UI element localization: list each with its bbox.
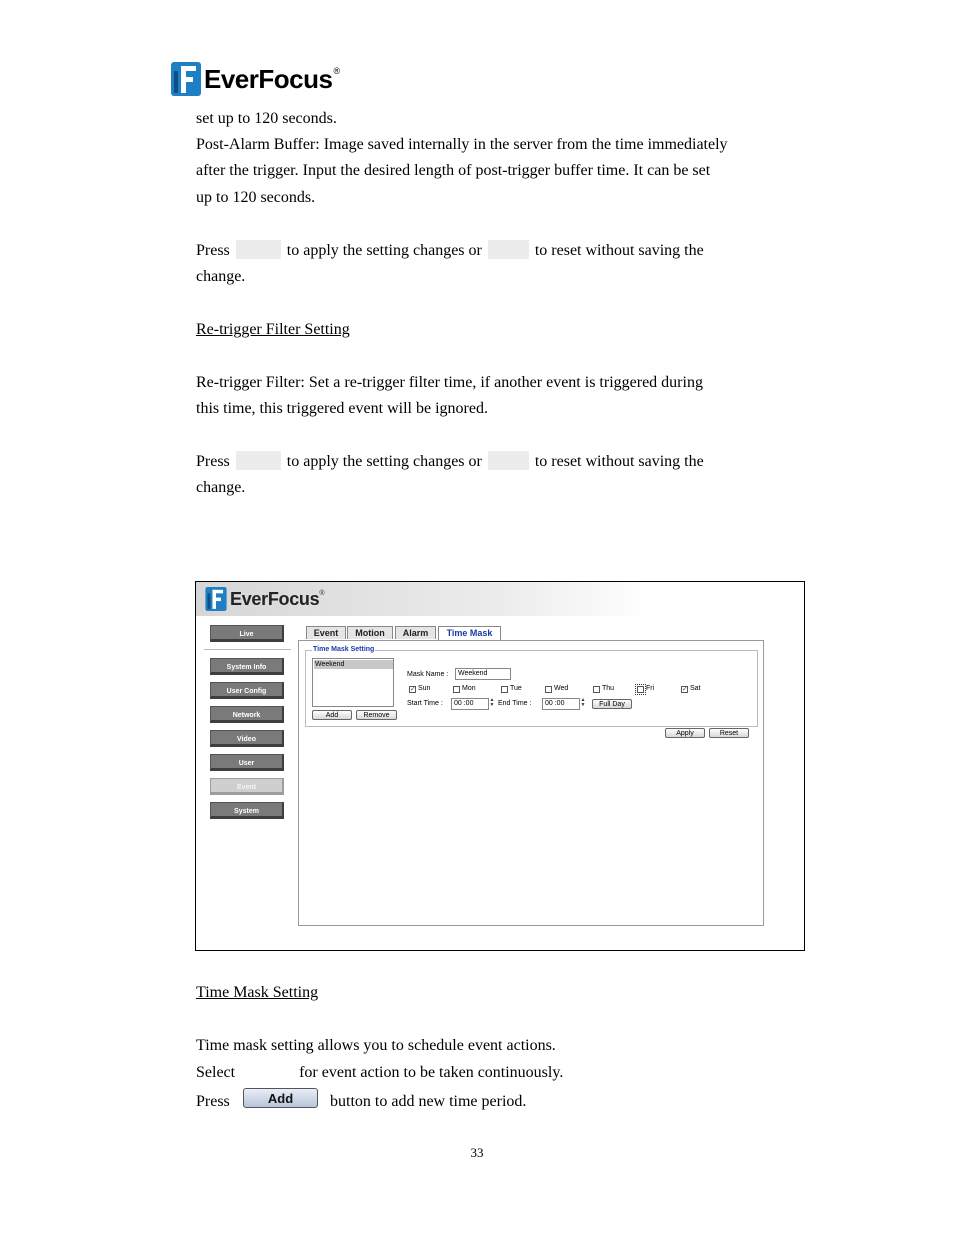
fri-checkbox[interactable] (637, 686, 644, 693)
everfocus-logo-icon (171, 62, 201, 96)
remove-button[interactable]: Remove (356, 710, 397, 720)
start-time-spinner-icon[interactable]: ▲ ▼ (489, 697, 495, 708)
press-apply-line (196, 449, 704, 475)
mon-label: Mon (462, 685, 476, 692)
list-item[interactable]: Weekend (314, 660, 393, 669)
paragraph-line: Re-trigger Filter: Set a re-trigger filter time, if another event is triggered during (196, 374, 703, 391)
time-mask-legend: Time Mask Setting (313, 646, 375, 653)
tab-time-mask[interactable]: Time Mask (438, 626, 501, 640)
end-time-input[interactable]: 00 :00 (542, 698, 580, 710)
everfocus-logo (171, 62, 340, 96)
nav-network-button[interactable]: Network (210, 706, 284, 723)
add-button-image: Add (243, 1088, 318, 1108)
start-time-label: Start Time : (407, 700, 443, 707)
sun-checkbox[interactable]: ✓ (410, 686, 416, 693)
tab-alarm[interactable]: Alarm (395, 626, 436, 639)
apply-button[interactable]: Apply (665, 728, 705, 738)
press-word: Press (196, 242, 230, 259)
wed-label: Wed (554, 685, 569, 692)
add-button[interactable]: Add (312, 710, 352, 720)
wed-checkbox[interactable] (545, 686, 552, 693)
paragraph-line: this time, this triggered event will be ignored. (196, 400, 488, 417)
press-text: to reset without saving the (534, 453, 704, 470)
paragraph-line: Time mask setting allows you to schedule event actions. (196, 1037, 556, 1054)
reset-button-placeholder (488, 240, 529, 259)
everfocus-logo-icon (205, 587, 227, 611)
paragraph-line: after the trigger. Input the desired length of post-trigger buffer time. It can be set (196, 162, 711, 179)
mon-checkbox[interactable] (453, 686, 460, 693)
paragraph-line: change. (196, 268, 246, 285)
nav-live-button[interactable]: Live (210, 625, 284, 642)
select-word: Select (196, 1064, 236, 1081)
tue-checkbox[interactable] (501, 686, 508, 693)
end-time-spinner-icon[interactable]: ▲ ▼ (580, 697, 586, 708)
nav-user-config-button[interactable]: User Config (210, 682, 284, 699)
press-word: Press (196, 1093, 230, 1110)
nav-system-info-button[interactable]: System Info (210, 658, 284, 675)
section-heading-time-mask: Time Mask Setting (196, 984, 319, 1001)
apply-button-placeholder (236, 451, 281, 470)
screenshot-brand: EverFocus (230, 588, 320, 609)
sat-label: Sat (690, 685, 701, 692)
press-text: to apply the setting changes or (286, 453, 482, 470)
start-time-input[interactable]: 00 :00 (451, 698, 489, 710)
fri-label: Fri (646, 685, 655, 692)
mask-listbox[interactable] (312, 658, 394, 707)
reset-button[interactable]: Reset (709, 728, 749, 738)
full-day-button[interactable]: Full Day (592, 699, 632, 709)
nav-system-button[interactable]: System (210, 802, 284, 819)
thu-label: Thu (602, 685, 615, 692)
nav-event-button[interactable]: Event (210, 778, 284, 795)
paragraph-line: set up to 120 seconds. (196, 110, 337, 127)
mask-name-label: Mask Name : (407, 671, 449, 678)
tab-event[interactable]: Event (306, 626, 346, 639)
paragraph-line (196, 1060, 563, 1086)
apply-button-placeholder (236, 240, 281, 259)
end-time-label: End Time : (498, 700, 532, 707)
tue-label: Tue (510, 685, 522, 692)
select-text: for event action to be taken continuously. (299, 1064, 564, 1081)
press-text: to apply the setting changes or (286, 242, 482, 259)
nav-user-button[interactable]: User (210, 754, 284, 771)
screenshot-logo (205, 587, 324, 611)
logo-reg: ® (333, 65, 340, 76)
press-apply-line (196, 238, 704, 264)
time-mask-screenshot (195, 581, 805, 951)
sun-label: Sun (418, 685, 431, 692)
screenshot-reg: ® (319, 589, 325, 597)
paragraph-line: up to 120 seconds. (196, 189, 316, 206)
page-number: 33 (470, 1145, 484, 1160)
tab-motion[interactable]: Motion (347, 626, 393, 639)
section-heading-retrigger: Re-trigger Filter Setting (196, 321, 350, 338)
paragraph-line: Post-Alarm Buffer: Image saved internally in the server from the time immediately (196, 136, 728, 153)
reset-button-placeholder (488, 451, 529, 470)
paragraph-line: change. (196, 479, 246, 496)
press-text: to reset without saving the (534, 242, 704, 259)
paragraph-line: button to add new time period. (330, 1093, 527, 1110)
sat-checkbox[interactable]: ✓ (682, 686, 688, 693)
mask-name-input[interactable]: Weekend (455, 668, 511, 680)
press-word: Press (196, 453, 230, 470)
nav-divider (204, 649, 291, 650)
nav-video-button[interactable]: Video (210, 730, 284, 747)
logo-brand: EverFocus (204, 63, 333, 94)
thu-checkbox[interactable] (593, 686, 600, 693)
